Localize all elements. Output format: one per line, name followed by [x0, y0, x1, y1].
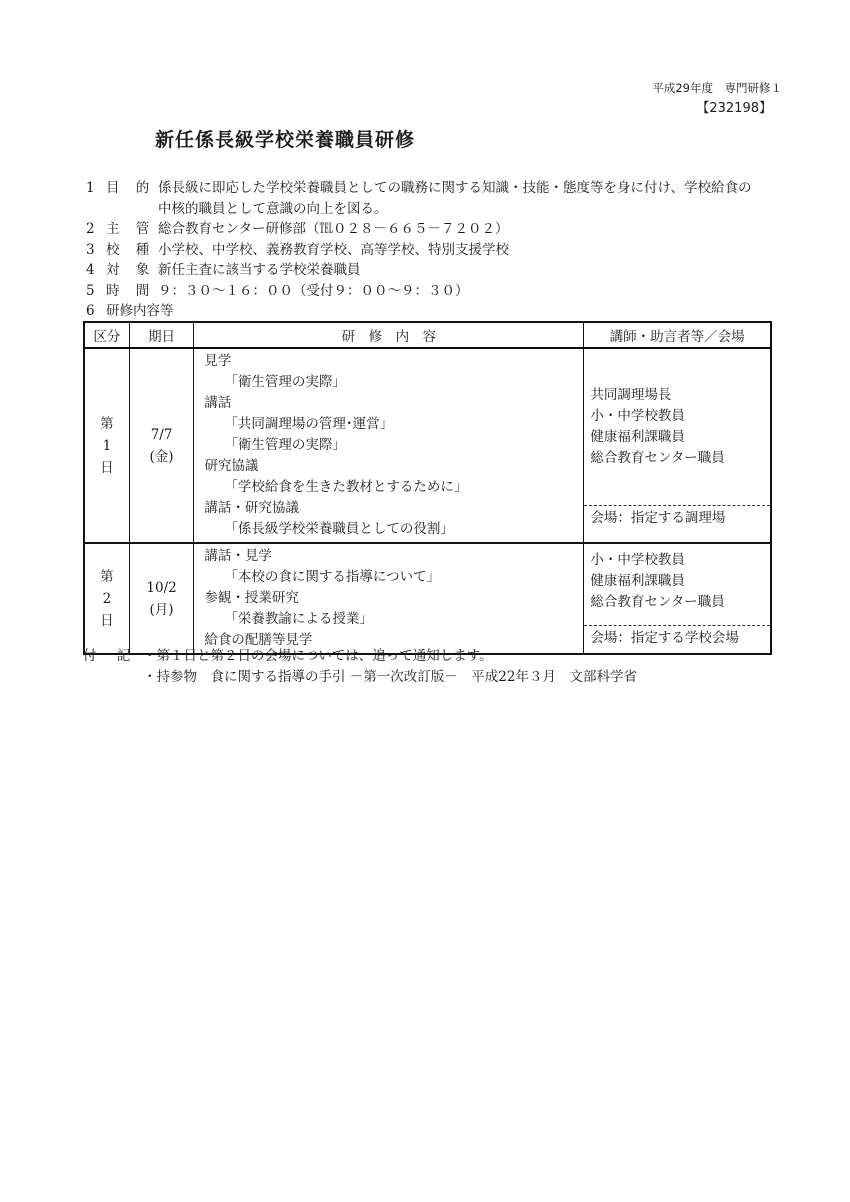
day-label-char: 日	[100, 459, 114, 476]
date-value: 10/2	[146, 579, 177, 596]
item-label: 研修内容等	[106, 303, 174, 319]
content-line: 講話	[204, 395, 232, 411]
notes-label: 付 記	[83, 648, 139, 664]
content-line: 研究協議	[204, 458, 259, 474]
item-number: 3	[86, 241, 95, 258]
weekday-value: (月)	[149, 601, 174, 618]
header-lecturer: 講師・助言者等／会場	[584, 322, 771, 348]
item-label: 主 管	[106, 221, 156, 237]
content-line: 講話・見学	[204, 548, 272, 564]
lecturer-item: 共同調理場長	[590, 387, 672, 403]
content-line: 「衛生管理の実際」	[224, 374, 346, 390]
lecturer-item: 小・中学校教員	[590, 552, 685, 568]
content-line: 「栄養教諭による授業」	[224, 611, 373, 627]
date-value: 7/7	[150, 426, 173, 443]
day-label-char: 1	[102, 437, 112, 454]
list-item	[86, 178, 786, 219]
note-line: ・第１日と第２日の会場については、追って通知します。	[143, 648, 493, 664]
content-line: 見学	[204, 353, 232, 369]
venue-label: 会場：指定する学校会場	[584, 625, 770, 650]
list-item	[86, 219, 786, 240]
course-code: 【232198】	[696, 101, 772, 116]
day-label-char: 2	[102, 590, 112, 607]
table-row	[84, 348, 771, 543]
item-number: 2	[86, 221, 95, 237]
venue-label: 会場：指定する調理場	[584, 505, 770, 530]
item-text-line: 中核的職員として意識の向上を図る。	[158, 200, 388, 217]
day-content	[194, 348, 584, 543]
lecturer-item: 総合教育センター職員	[590, 594, 725, 610]
list-item	[86, 281, 786, 302]
list-item	[86, 240, 786, 261]
item-text: ９：３０～１６：００（受付９：００～９：３０）	[158, 282, 469, 299]
day-lecturers	[584, 348, 771, 543]
content-line: 参観・授業研究	[204, 590, 299, 606]
lecturer-item: 総合教育センター職員	[590, 450, 725, 466]
list-item	[86, 260, 786, 281]
content-line: 給食の配膳等見学	[204, 632, 313, 648]
content-line: 「本校の食に関する指導について」	[224, 569, 441, 585]
item-number: 6	[86, 303, 95, 319]
item-text	[158, 178, 786, 219]
lecturer-item: 小・中学校教員	[590, 408, 685, 424]
day-label-char: 日	[100, 612, 114, 629]
item-text: 総合教育センター研修部（℡０２８－６６５－７２０２）	[158, 221, 509, 237]
table-header-row	[84, 322, 771, 348]
lecturer-item: 健康福利課職員	[590, 429, 685, 445]
page-title: 新任係長級学校栄養職員研修	[155, 129, 416, 151]
list-item	[86, 301, 786, 322]
day-date	[129, 543, 194, 654]
weekday-value: (金)	[149, 448, 174, 465]
lecturer-item: 健康福利課職員	[590, 573, 685, 589]
content-line: 「共同調理場の管理･運営」	[224, 416, 394, 432]
item-text: 小学校、中学校、義務教育学校、高等学校、特別支援学校	[158, 241, 509, 258]
item-label: 校 種	[106, 241, 156, 258]
item-label: 時 間	[106, 282, 156, 299]
item-label: 対 象	[106, 262, 156, 278]
day-lecturers	[584, 543, 771, 654]
content-line: 講話・研究協議	[204, 500, 299, 516]
item-number: 5	[86, 282, 95, 299]
day-label-char: 第	[100, 568, 114, 585]
note-line: ・持参物 食に関する指導の手引 －第一次改訂版－ 平成22年３月 文部科学省	[143, 668, 637, 685]
day-label	[84, 348, 129, 543]
header-content: 研 修 内 容	[194, 322, 584, 348]
item-text-line: 係長級に即応した学校栄養職員としての職務に関する知識・技能・態度等を身に付け、学校給食の	[158, 180, 752, 196]
day-label-char: 第	[100, 415, 114, 432]
overview-list	[86, 178, 786, 322]
day-content	[194, 543, 584, 654]
content-line: 「学校給食を生きた教材とするために」	[224, 479, 468, 495]
notes-section	[83, 646, 637, 687]
item-label: 目 的	[106, 180, 156, 196]
header-date: 期日	[129, 322, 194, 348]
schedule-table	[83, 321, 772, 655]
day-label	[84, 543, 129, 654]
day-date	[129, 348, 194, 543]
content-line: 「係長級学校栄養職員としての役割」	[224, 521, 454, 537]
item-number: 4	[86, 262, 95, 278]
header-kubun: 区分	[84, 322, 129, 348]
item-text: 新任主査に該当する学校栄養職員	[158, 262, 361, 278]
fiscal-year-label: 平成29年度 専門研修１	[652, 81, 782, 95]
table-row	[84, 543, 771, 654]
item-number: 1	[86, 180, 95, 196]
content-line: 「衛生管理の実際」	[224, 437, 346, 453]
